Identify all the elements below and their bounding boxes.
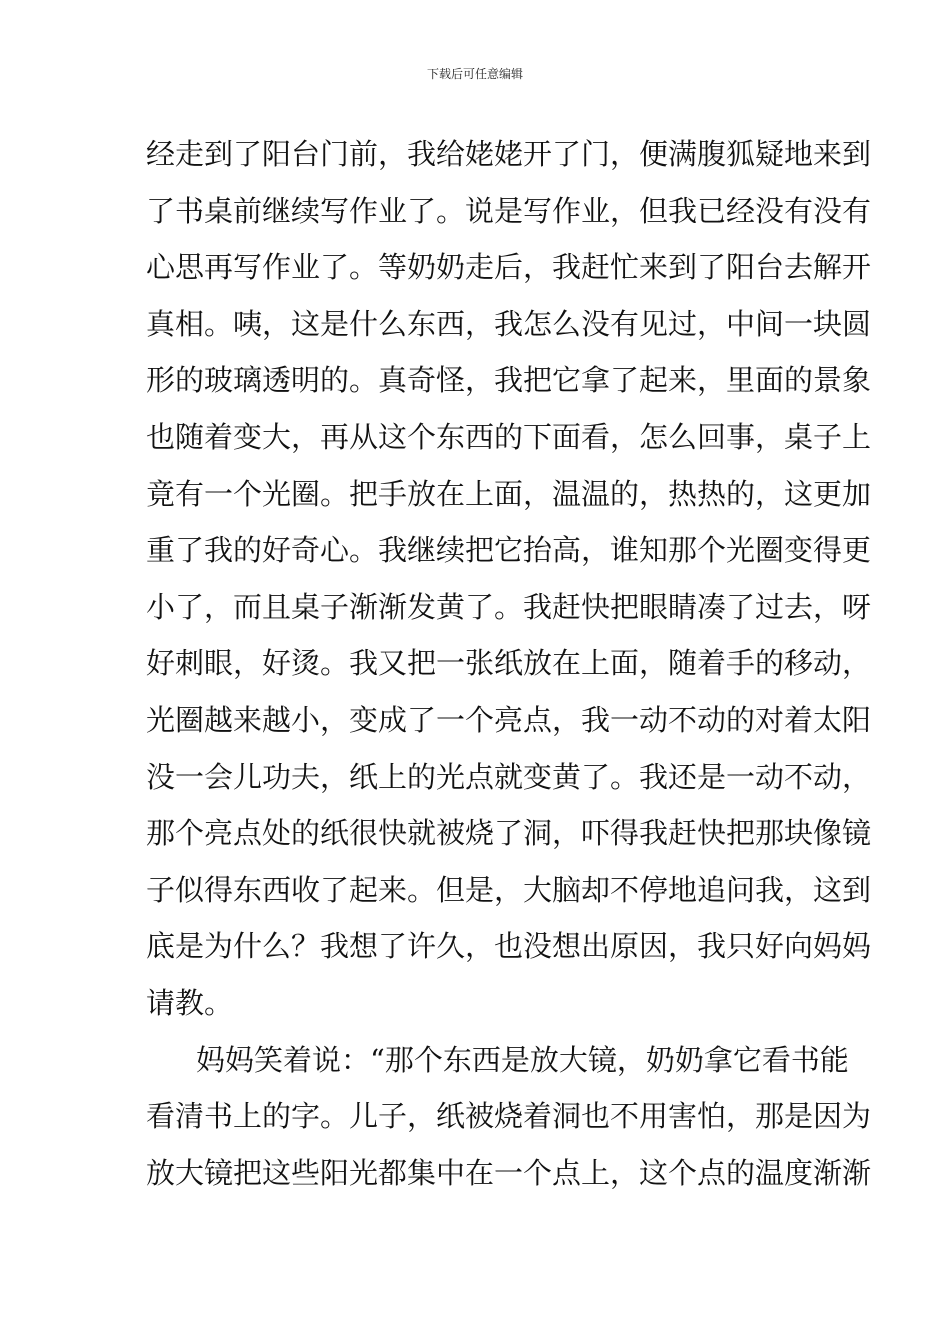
- text-line: 底是为什么？我想了许久，也没想出原因，我只好向妈妈: [146, 929, 872, 964]
- page-header: 下载后可任意编辑: [426, 67, 523, 81]
- text-line-paragraph-end: 请教。: [146, 985, 234, 1020]
- text-line: 看清书上的字。儿子，纸被烧着洞也不用害怕，那是因为: [146, 1099, 872, 1134]
- text-line: 竟有一个光圈。把手放在上面，温温的，热热的，这更加: [146, 476, 872, 511]
- text-line: 经走到了阳台门前，我给姥姥开了门，便满腹狐疑地来到: [146, 137, 872, 171]
- text-line: 形的玻璃透明的。真奇怪，我把它拿了起来，里面的景象: [146, 363, 872, 398]
- text-line: 好刺眼，好烫。我又把一张纸放在上面，随着手的移动，: [146, 646, 872, 681]
- text-line: 放大镜把这些阳光都集中在一个点上，这个点的温度渐渐: [146, 1155, 872, 1190]
- text-line: 那个亮点处的纸很快就被烧了洞，吓得我赶快把那块像镜: [146, 816, 872, 851]
- text-line-paragraph-start: 妈妈笑着说：“那个东西是放大镜，奶奶拿它看书能: [196, 1042, 849, 1077]
- text-line: 也随着变大，再从这个东西的下面看，怎么回事，桌子上: [146, 419, 872, 454]
- text-line: 子似得东西收了起来。但是，大脑却不停地追问我，这到: [146, 872, 872, 907]
- text-line: 真相。咦，这是什么东西，我怎么没有见过，中间一块圆: [146, 306, 872, 341]
- text-line: 重了我的好奇心。我继续把它抬高，谁知那个光圈变得更: [146, 533, 872, 568]
- text-line: 心思再写作业了。等奶奶走后，我赶忙来到了阳台去解开: [146, 250, 872, 285]
- text-line: 光圈越来越小，变成了一个亮点，我一动不动的对着太阳: [146, 702, 872, 737]
- text-line: 没一会儿功夫，纸上的光点就变黄了。我还是一动不动，: [146, 759, 872, 794]
- text-line: 小了，而且桌子渐渐发黄了。我赶快把眼睛凑了过去，呀: [146, 589, 872, 624]
- text-line: 了书桌前继续写作业了。说是写作业，但我已经没有没有: [146, 193, 872, 228]
- body-text: [146, 130, 872, 1205]
